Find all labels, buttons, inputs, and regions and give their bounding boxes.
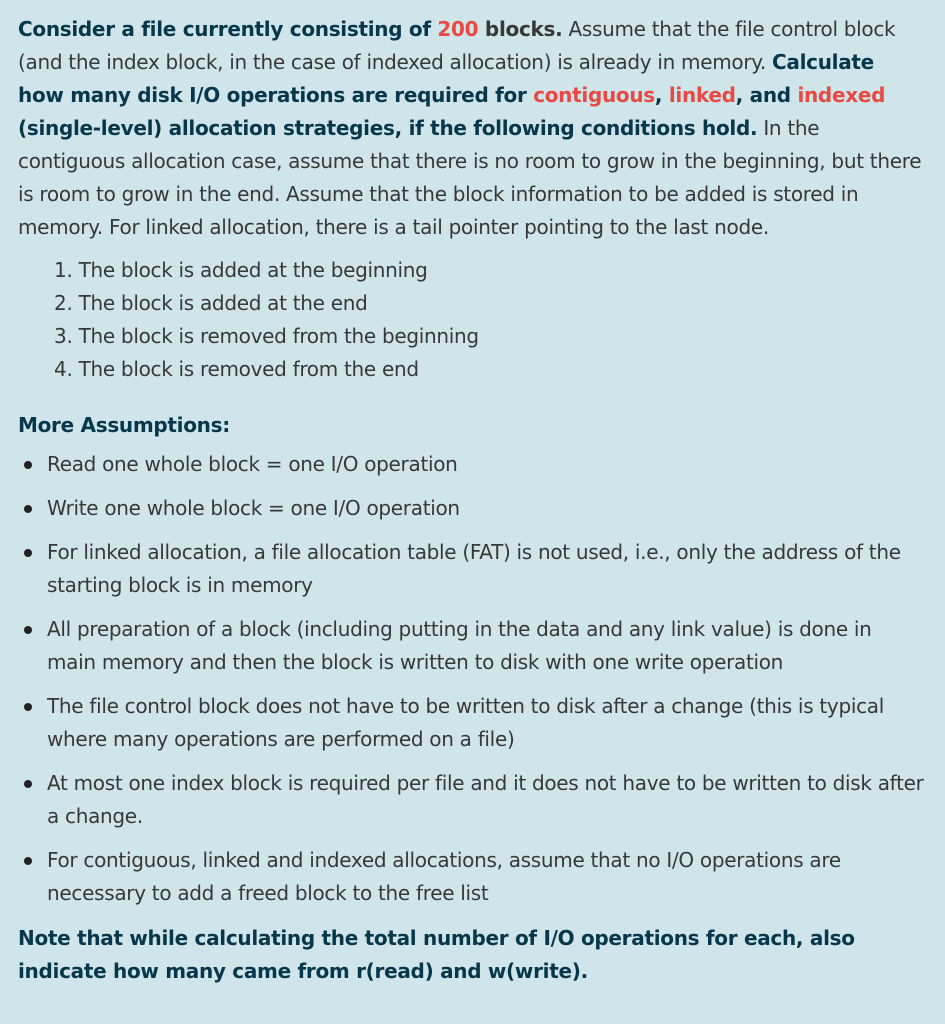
bullet-icon	[24, 703, 32, 711]
assumption-text: All preparation of a block (including putting in the data and any link value) is done in main memory and then the block is written to disk with one write operation	[47, 617, 872, 674]
block-count: 200	[437, 17, 479, 41]
assumption-text: Write one whole block = one I/O operation	[47, 496, 460, 520]
cases-list	[18, 254, 925, 386]
assumption-item	[18, 844, 925, 910]
term-indexed: indexed	[797, 83, 886, 107]
bullet-icon	[24, 505, 32, 513]
intro-conditions-text: (single-level) allocation strategies, if the following conditions hold.	[18, 116, 758, 140]
bullet-icon	[24, 780, 32, 788]
case-item: The block is removed from the beginning	[78, 324, 479, 348]
assumption-text: For contiguous, linked and indexed allocations, assume that no I/O operations are necessary to add a freed block to the free list	[47, 848, 841, 905]
assumption-item	[18, 536, 925, 602]
assumption-item	[18, 613, 925, 679]
assumption-text: The file control block does not have to be written to disk after a change (this is typical where many operations are performed on a file)	[47, 694, 885, 751]
assumption-item	[18, 492, 925, 525]
intro-calc-text: Calculate how many disk I/O operations are required for	[18, 50, 874, 107]
bullet-icon	[24, 549, 32, 557]
assumption-item	[18, 690, 925, 756]
bullet-icon	[24, 626, 32, 634]
intro-and: , and	[735, 83, 798, 107]
note-paragraph: Note that while calculating the total number of I/O operations for each, also indicate how many came from r(read) and w(write).	[18, 926, 855, 983]
assumption-text: Read one whole block = one I/O operation	[47, 452, 458, 476]
bullet-icon	[24, 461, 32, 469]
case-item: The block is removed from the end	[78, 357, 419, 381]
case-item: The block is added at the end	[78, 291, 368, 315]
assumption-item	[18, 448, 925, 481]
assumption-item	[18, 767, 925, 833]
case-item: The block is added at the beginning	[78, 258, 428, 282]
more-assumptions-heading: More Assumptions:	[18, 413, 230, 437]
intro-paragraph	[18, 13, 925, 244]
intro-lead-text: Consider a file currently consisting of	[18, 17, 438, 41]
intro-blocks-text: blocks.	[478, 17, 563, 41]
intro-details-text: In the contiguous allocation case, assume that there is no room to grow in the beginning, but there is room to grow in the end. Assume that the block information to be added is stored in memory. For linked allocation, there is a tail pointer pointing to the last node.	[18, 116, 922, 239]
bullet-icon	[24, 857, 32, 865]
assumption-text: At most one index block is required per file and it does not have to be written to disk after a change.	[47, 771, 924, 828]
intro-comma: ,	[654, 83, 669, 107]
intro-assume-text: Assume that the file control block (and the index block, in the case of indexed allocation) is already in memory.	[18, 17, 896, 74]
assumption-text: For linked allocation, a file allocation table (FAT) is not used, i.e., only the address of the starting block is in memory	[47, 540, 901, 597]
term-linked: linked	[668, 83, 736, 107]
term-contiguous: contiguous	[533, 83, 655, 107]
assumptions-list	[18, 448, 925, 910]
